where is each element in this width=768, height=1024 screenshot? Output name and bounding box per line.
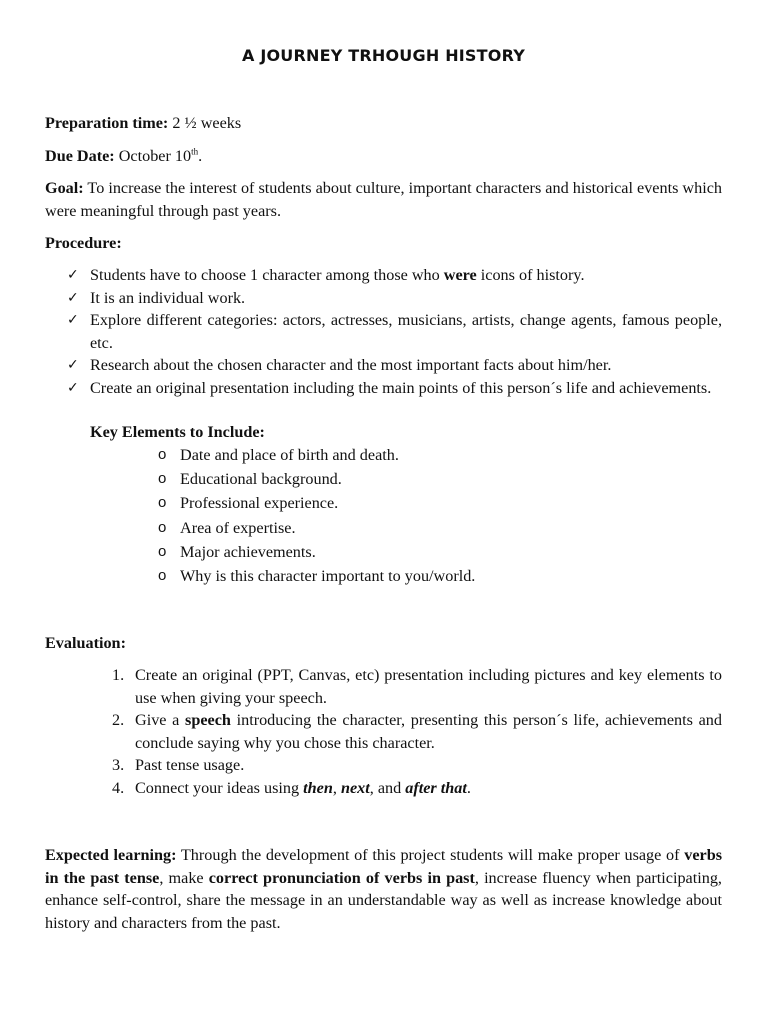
key-element-item (45, 517, 722, 541)
check-mark-icon: ✓ (67, 289, 79, 306)
expected-learning-paragraph (45, 844, 722, 934)
document-title: A JOURNEY TRHOUGH HISTORY (241, 46, 526, 65)
key-element-item (45, 444, 722, 468)
key-element-item (45, 492, 722, 516)
due-date-label: Due Date: (45, 147, 115, 165)
due-date-value: October 10 (114, 147, 192, 165)
procedure-list (45, 264, 722, 400)
evaluation-item-text: Connect your ideas using (135, 778, 304, 797)
evaluation-item-text: , and (369, 778, 406, 797)
procedure-item (45, 287, 722, 310)
procedure-item (45, 309, 722, 354)
evaluation-item-text: Create an original (PPT, Canvas, etc) presentation including pictures and key elements to use when giving your speech. (135, 666, 722, 707)
key-elements-heading: Key Elements to Include: (90, 423, 265, 441)
goal-paragraph (45, 177, 722, 222)
key-element-item (45, 468, 722, 492)
evaluation-list (45, 664, 722, 800)
evaluation-keyword-then: then (303, 778, 333, 797)
goal-label: Goal: (45, 179, 84, 197)
preparation-time-label: Preparation time: (45, 114, 169, 132)
procedure-item (45, 354, 722, 377)
expected-learning-text: , increase fluency when participating, enhance self-control, share the message in an understandable way as well as increase knowledge about history and characters from the past. (45, 868, 722, 932)
evaluation-item-emphasis: speech (185, 711, 231, 730)
expected-learning-text: , make (159, 868, 209, 887)
expected-learning-emphasis: verbs in the past tense (45, 846, 722, 887)
due-date-superscript: th (191, 146, 199, 157)
procedure-label: Procedure: (45, 234, 122, 252)
evaluation-item-text: Past tense usage. (135, 756, 245, 775)
procedure-item-text: Students have to choose 1 character among those who (90, 266, 444, 284)
evaluation-item-text: introducing the character, presenting this person´s life, achievements and conclude saying why you chose this character. (135, 711, 722, 752)
procedure-item-text: Research about the chosen character and the most important facts about him/her. (90, 356, 612, 375)
evaluation-item (45, 664, 722, 709)
check-mark-icon: ✓ (67, 267, 79, 283)
expected-learning-emphasis: correct pronunciation of verbs in past (208, 868, 475, 887)
evaluation-keyword-after-that: after that (405, 778, 467, 797)
circle-bullet-icon: o (158, 518, 167, 536)
evaluation-item (45, 709, 722, 754)
procedure-item (45, 264, 722, 287)
key-element-text: Educational background. (180, 470, 342, 489)
procedure-item-text: Explore different categories: actors, actresses, musicians, artists, change agents, famous people, etc. (90, 311, 722, 352)
key-element-text: Why is this character important to you/world. (180, 566, 476, 585)
due-date-period: . (198, 147, 203, 165)
key-element-item (45, 565, 722, 589)
evaluation-item (45, 754, 722, 777)
procedure-item (45, 377, 722, 400)
procedure-item-text: Create an original presentation including the main points of this person´s life and achievements. (90, 378, 712, 397)
evaluation-item-number: 1. (112, 666, 125, 684)
key-elements-list (45, 444, 722, 589)
key-element-text: Area of expertise. (180, 518, 296, 537)
circle-bullet-icon: o (158, 494, 167, 512)
evaluation-label: Evaluation: (45, 634, 126, 652)
circle-bullet-icon: o (158, 566, 167, 584)
evaluation-item-number: 3. (112, 756, 125, 775)
preparation-time-line (45, 112, 722, 135)
goal-text: To increase the interest of students about culture, important characters and historical events which were meaningful through past years. (45, 179, 722, 220)
circle-bullet-icon: o (158, 446, 167, 463)
expected-learning-text: Through the development of this project students will make proper usage of (176, 846, 685, 864)
procedure-item-emphasis: were (443, 266, 477, 284)
preparation-time-value: 2 ½ weeks (168, 114, 242, 132)
key-element-text: Major achievements. (180, 542, 316, 561)
procedure-item-text-end: icons of history. (476, 266, 585, 284)
expected-learning-label: Expected learning: (45, 846, 177, 864)
evaluation-keyword-next: next (340, 778, 370, 797)
evaluation-item-text: . (466, 778, 471, 797)
key-element-text: Professional experience. (180, 494, 339, 513)
check-mark-icon: ✓ (67, 379, 79, 396)
evaluation-item-number: 4. (112, 778, 125, 797)
check-mark-icon: ✓ (67, 312, 79, 329)
evaluation-item-number: 2. (112, 711, 125, 730)
evaluation-item (45, 777, 722, 800)
key-element-item (45, 541, 722, 565)
procedure-heading (45, 232, 722, 255)
procedure-item-text: It is an individual work. (90, 288, 246, 307)
circle-bullet-icon: o (158, 470, 167, 488)
circle-bullet-icon: o (158, 542, 167, 560)
key-element-text: Date and place of birth and death. (180, 446, 399, 464)
evaluation-item-text: , (332, 778, 341, 797)
check-mark-icon: ✓ (67, 357, 79, 374)
due-date-line (45, 145, 722, 168)
evaluation-item-text: Give a (135, 711, 186, 730)
evaluation-heading (45, 632, 722, 655)
